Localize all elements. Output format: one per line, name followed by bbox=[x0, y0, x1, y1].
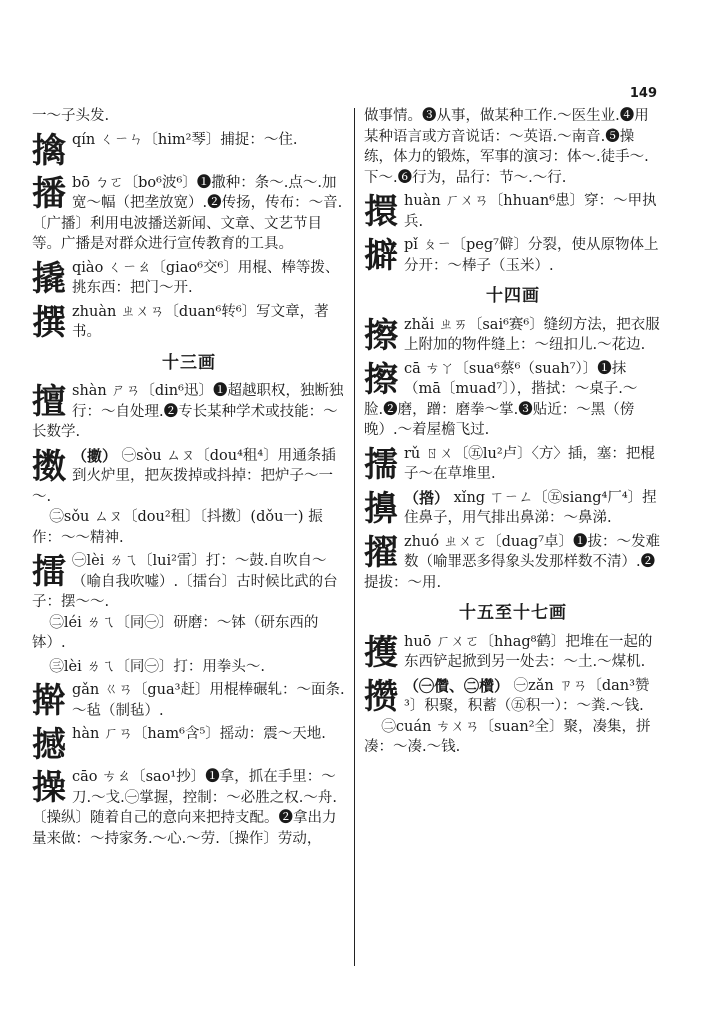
variant-form: （擻） bbox=[72, 446, 118, 465]
entry-huo bbox=[364, 632, 662, 673]
headword: 操 bbox=[32, 768, 66, 808]
entry-sense: ㊁sǒu ㄙㄡ〔dou²租〕〔抖擞〕(dǒu一) 振作：～～精神. bbox=[32, 509, 323, 546]
variant-form: （㊀儹、㊁欑） bbox=[404, 676, 510, 695]
entry-text: bō ㄅㄛ〔bo⁶波⁶〕❶撒种：条～.点～.加宽～幅（把垄放宽）.❷传扬，传布：～音.〔广播〕利用电波播送新闻、文章、文艺节目等。广播是对群众进行宣传教育的工具。 bbox=[32, 174, 343, 252]
entry-text: qín ㄑㄧㄣ〔him²琴〕捕捉：～住. bbox=[72, 131, 298, 148]
headword: 播 bbox=[32, 173, 66, 214]
headword: 撬 bbox=[32, 258, 66, 299]
entry-qiao bbox=[32, 258, 346, 299]
entry-sense: ㊁léi ㄌㄟ〔同㊀〕研磨：～钵（研东西的钵）. bbox=[32, 614, 319, 651]
entry-zhuan bbox=[32, 302, 346, 343]
entry-text: ㊀lèi ㄌㄟ〔lui²雷〕打：～鼓.自吹自～（喻自我吹嘘）.〔擂台〕古时候比武的台子：摆～～. bbox=[32, 553, 338, 610]
entry-ru bbox=[364, 444, 662, 485]
headword: 擒 bbox=[32, 130, 66, 171]
headword: 擢 bbox=[364, 532, 398, 573]
section-heading-13-strokes: 十三画 bbox=[162, 352, 216, 373]
headword: 擦 bbox=[364, 359, 398, 400]
entry-continuation: 一～子头发. bbox=[32, 108, 110, 124]
entry-sense: ㊁cuán ㄘㄨㄢ〔suan²全〕聚，凑集，拼凑：～凑.～钱. bbox=[364, 718, 651, 755]
headword: 擐 bbox=[364, 192, 398, 232]
headword: 攒 bbox=[364, 676, 398, 717]
headword: 擂 bbox=[32, 552, 66, 592]
entry-text: zhuó ㄓㄨㄛ〔duag⁷卓〕❶拔：～发难数（喻罪恶多得象头发那样数不清）.❷提拔：～用. bbox=[364, 533, 661, 591]
entry-text: xǐng ㄒㄧㄥ〔㊄siang⁴厂⁴〕捏住鼻子，用气排出鼻涕：～鼻涕. bbox=[404, 489, 657, 526]
entry-text: qiào ㄑㄧㄠ〔giao⁶交⁶〕用棍、棒等拨、挑东西：把门～开. bbox=[72, 259, 340, 296]
entry-bo bbox=[32, 173, 346, 255]
headword: 擗 bbox=[364, 236, 398, 276]
entry-huan bbox=[364, 191, 662, 232]
left-column bbox=[32, 106, 346, 852]
entry-xing bbox=[364, 488, 662, 529]
headword: 撰 bbox=[32, 302, 66, 343]
entry-shan bbox=[32, 381, 346, 443]
section-heading-15-17-strokes: 十五至十七画 bbox=[459, 603, 567, 623]
entry-cao bbox=[32, 767, 346, 849]
entry-lei bbox=[32, 551, 346, 677]
entry-text: shàn ㄕㄢ〔din⁶迅〕❶超越职权，独断独行：～自处理.❷专长某种学术或技能：～长数学. bbox=[32, 383, 344, 440]
headword: 擤 bbox=[364, 488, 398, 529]
headword: 擩 bbox=[364, 444, 398, 485]
headword: 擭 bbox=[364, 632, 398, 673]
entry-text: hàn ㄏㄢ〔ham⁶含⁵〕摇动：震～天地. bbox=[72, 726, 326, 742]
entry-text: gǎn ㄍㄢ〔gua³赶〕用棍棒碾轧：～面条.～毡（制毡）. bbox=[72, 682, 345, 719]
entry-zhai bbox=[364, 315, 662, 356]
entry-zhuo bbox=[364, 532, 662, 594]
page-number: 149 bbox=[629, 86, 657, 101]
entry-text: pǐ ㄆㄧ〔peg⁷僻〕分裂，使从原物体上分开：～棒子（玉米）. bbox=[404, 237, 659, 274]
entry-pi bbox=[364, 235, 662, 276]
column-divider bbox=[354, 108, 355, 966]
headword: 擀 bbox=[32, 681, 66, 721]
headword: 擞 bbox=[32, 446, 66, 487]
headword: 擦 bbox=[364, 315, 398, 356]
entry-text: zhuàn ㄓㄨㄢ〔duan⁶转⁶〕写文章，著书。 bbox=[72, 303, 329, 340]
right-column bbox=[364, 106, 662, 761]
entry-text: cāo ㄘㄠ〔sao¹抄〕❶拿，抓在手里：～刀.～戈.㊀掌握，控制：～必胜之权.～舟.〔操纵〕随着自己的意向来把持支配。❷拿出力量来做：～持家务.～心.～劳.〔操作〕劳动， bbox=[32, 769, 337, 847]
variant-form: （揝） bbox=[404, 488, 450, 507]
entry-text: huàn ㄏㄨㄢ〔hhuan⁶患〕穿：～甲执兵. bbox=[404, 193, 657, 230]
entry-zan bbox=[364, 676, 662, 758]
entry-qin bbox=[32, 130, 346, 170]
entry-sense: ㊂lèi ㄌㄟ〔同㊀〕打：用拳头～. bbox=[49, 658, 265, 675]
entry-continuation: 做事情。❸从事，做某种工作.～医生业.❹用某种语言或方音说话：～英语.～南音.❺操练，体力的锻炼，军事的演习：体～.徒手～.下～.❻行为，品行：节～.～行. bbox=[364, 108, 649, 186]
headword: 撼 bbox=[32, 725, 66, 765]
entry-ca bbox=[364, 359, 662, 441]
entry-text: ㊀sòu ㄙㄡ〔dou⁴租⁴〕用通条插到火炉里，把灰拨掉或抖掉：把炉子～一～. bbox=[32, 447, 336, 505]
entry-text: cā ㄘㄚ〔sua⁶蔡⁶（suah⁷）〕❶抹（mā〔muad⁷〕），揩拭：～桌子.～脸.❷磨，蹭：磨拳～掌.❸贴近：～黑（傍晚）.～着屋檐飞过. bbox=[364, 360, 638, 438]
entry-text: ㊀zǎn ㄗㄢ〔dan³赞³〕积聚，积蓄（㊄积一）：～粪.～钱. bbox=[404, 677, 650, 714]
headword: 擅 bbox=[32, 382, 66, 422]
entry-text: huō ㄏㄨㄛ〔hhag⁸鹤〕把堆在一起的东西铲起掀到另一处去：～土.～煤机. bbox=[404, 633, 653, 670]
section-heading-14-strokes: 十四画 bbox=[486, 286, 540, 306]
entry-text: rǔ ㄖㄨ〔㊄lu²卢〕〈方〉插，塞：把棍子～在草堆里. bbox=[404, 445, 655, 482]
entry-han bbox=[32, 724, 346, 764]
entry-sou bbox=[32, 446, 346, 549]
entry-gan bbox=[32, 680, 346, 721]
entry-text: zhǎi ㄓㄞ〔sai⁶赛⁶〕缝纫方法，把衣服上附加的物件缝上：～纽扣儿.～花边. bbox=[404, 316, 660, 353]
